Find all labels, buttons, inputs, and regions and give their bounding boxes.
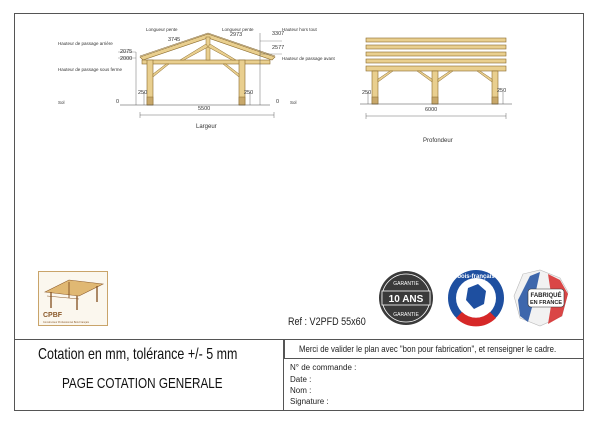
garantie-years-text: 10 ANS: [388, 294, 424, 305]
side-dim-depth: 6000: [425, 107, 438, 113]
title-block-left: [14, 339, 284, 411]
fabrique-line1: FABRIQUÉ: [530, 293, 562, 299]
page-title: PAGE COTATION GENERALE: [62, 375, 223, 392]
dim-avant: 2577: [272, 45, 285, 51]
dim-zero-left: 0: [116, 99, 120, 105]
dim-pente-right: 2973: [230, 32, 243, 38]
reference-label: Ref : V2PFD 55x60: [288, 316, 366, 328]
date-field[interactable]: Date :: [290, 375, 312, 384]
fabrique-line2: EN FRANCE: [529, 300, 563, 306]
commande-field[interactable]: N° de commande :: [290, 363, 357, 372]
label-longueur-pente-left: Longueur pente: [146, 27, 178, 32]
merci-banner: [284, 339, 584, 359]
cpbf-name: CPBF: [43, 312, 63, 319]
garantie-bottom-text: GARANTIE: [393, 312, 419, 318]
tolerance-text: Cotation en mm, tolérance +/- 5 mm: [38, 346, 238, 363]
dim-width: 5500: [198, 106, 211, 112]
label-hauteur-hors-tout: Hauteur hors tout: [282, 27, 317, 32]
label-hauteur-passage-arriere: Hauteur de passage arrière: [58, 41, 113, 46]
label-longueur-pente-right: Longueur pente: [222, 27, 254, 32]
side-dim-post-left: 250: [362, 90, 372, 96]
caption-largeur: Largeur: [196, 124, 217, 130]
bois-francais-text: bois-français: [457, 274, 495, 280]
cpbf-subtitle: Constructeur Professionnel Bois Français: [43, 321, 89, 324]
label-sol-left: Sol: [58, 100, 65, 105]
dim-post-left: 250: [138, 90, 148, 96]
title-block: [14, 339, 584, 411]
dim-post-right: 250: [244, 90, 254, 96]
label-sol-right: Sol: [290, 100, 297, 105]
label-hauteur-passage-avant: Hauteur de passage avant: [282, 56, 335, 61]
caption-profondeur: Profondeur: [423, 138, 453, 144]
side-dim-post-right: 250: [497, 88, 507, 94]
dim-hors-tout: 3307: [272, 31, 285, 37]
validation-box: [284, 339, 584, 411]
garantie-top-text: GARANTIE: [393, 281, 419, 287]
dim-zero-right: 0: [276, 99, 280, 105]
merci-text: Merci de valider le plan avec "bon pour fabrication", et renseigner le cadre.: [299, 344, 557, 355]
dim-sous-ferme: 2000: [120, 56, 133, 62]
label-hauteur-passage-sous-ferme: Hauteur de passage sous ferme: [58, 67, 123, 72]
dim-arriere: 2075: [120, 49, 133, 55]
nom-field[interactable]: Nom :: [290, 386, 312, 395]
signature-field[interactable]: Signature :: [290, 397, 329, 406]
dim-pente-left: 3745: [168, 37, 181, 43]
